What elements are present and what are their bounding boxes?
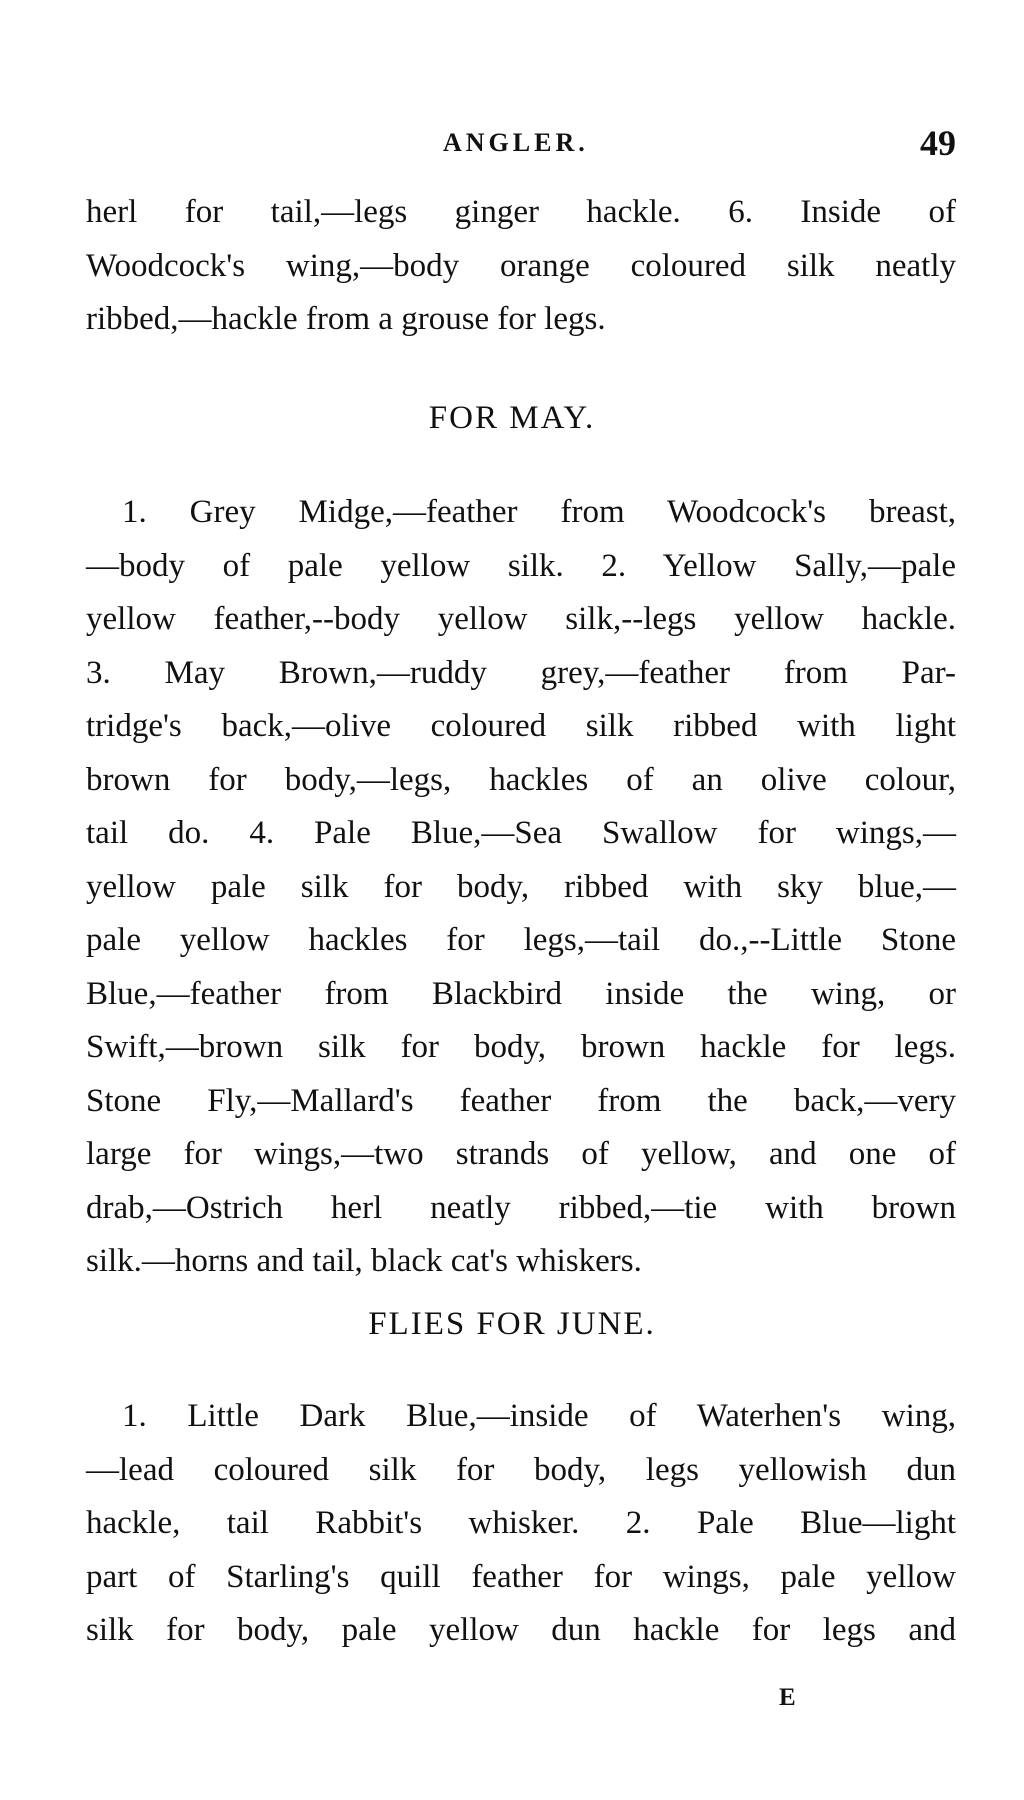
may-paragraph (86, 486, 956, 1289)
intro-paragraph (86, 186, 956, 347)
june-paragraph (86, 1390, 956, 1658)
running-title: ANGLER. (443, 128, 589, 157)
text-line: brown for body,—legs, hackles of an olive colour, (86, 761, 956, 798)
text-line: yellow pale silk for body, ribbed with sky blue,— (86, 868, 956, 905)
text-line: 3. May Brown,—ruddy grey,—feather from Par- (86, 654, 956, 691)
text-line: —body of pale yellow silk. 2. Yellow Sally,—pale (86, 547, 956, 584)
text-line: ribbed,—hackle from a grouse for legs. (86, 301, 606, 337)
text-line: silk.—horns and tail, black cat's whiskers. (86, 1243, 642, 1279)
section-heading-may: FOR MAY. (428, 400, 596, 436)
text-line: Stone Fly,—Mallard's feather from the back,—very (86, 1082, 956, 1119)
text-line: herl for tail,—legs ginger hackle. 6. Inside of (86, 194, 956, 230)
text-line: Woodcock's wing,—body orange coloured silk neatly (86, 247, 956, 284)
text-line: drab,—Ostrich herl neatly ribbed,—tie with brown (86, 1189, 956, 1226)
text-line: Blue,—feather from Blackbird inside the wing, or (86, 975, 956, 1012)
text-line: part of Starling's quill feather for wings, pale yellow (86, 1558, 956, 1595)
text-line: tridge's back,—olive coloured silk ribbed with light (86, 708, 956, 744)
text-line: —lead coloured silk for body, legs yellowish dun (86, 1451, 956, 1488)
text-line: large for wings,—two strands of yellow, and one of (86, 1136, 956, 1172)
text-line: tail do. 4. Pale Blue,—Sea Swallow for wings,— (86, 815, 956, 851)
section-heading-june: FLIES FOR JUNE. (368, 1306, 656, 1342)
text-line: pale yellow hackles for legs,—tail do.,--Little Stone (86, 922, 956, 958)
text-line: silk for body, pale yellow dun hackle for legs and (86, 1612, 956, 1648)
page-number: 49 (920, 123, 956, 163)
running-head (0, 124, 1024, 164)
text-line: 1. Grey Midge,—feather from Woodcock's breast, (122, 494, 956, 530)
text-line: hackle, tail Rabbit's whisker. 2. Pale Blue—light (86, 1505, 956, 1541)
signature-mark: E (779, 1684, 796, 1711)
text-line: 1. Little Dark Blue,—inside of Waterhen's wing, (122, 1398, 956, 1434)
text-line: Swift,—brown silk for body, brown hackle for legs. (86, 1029, 956, 1065)
text-line: yellow feather,--body yellow silk,--legs yellow hackle. (86, 601, 956, 637)
